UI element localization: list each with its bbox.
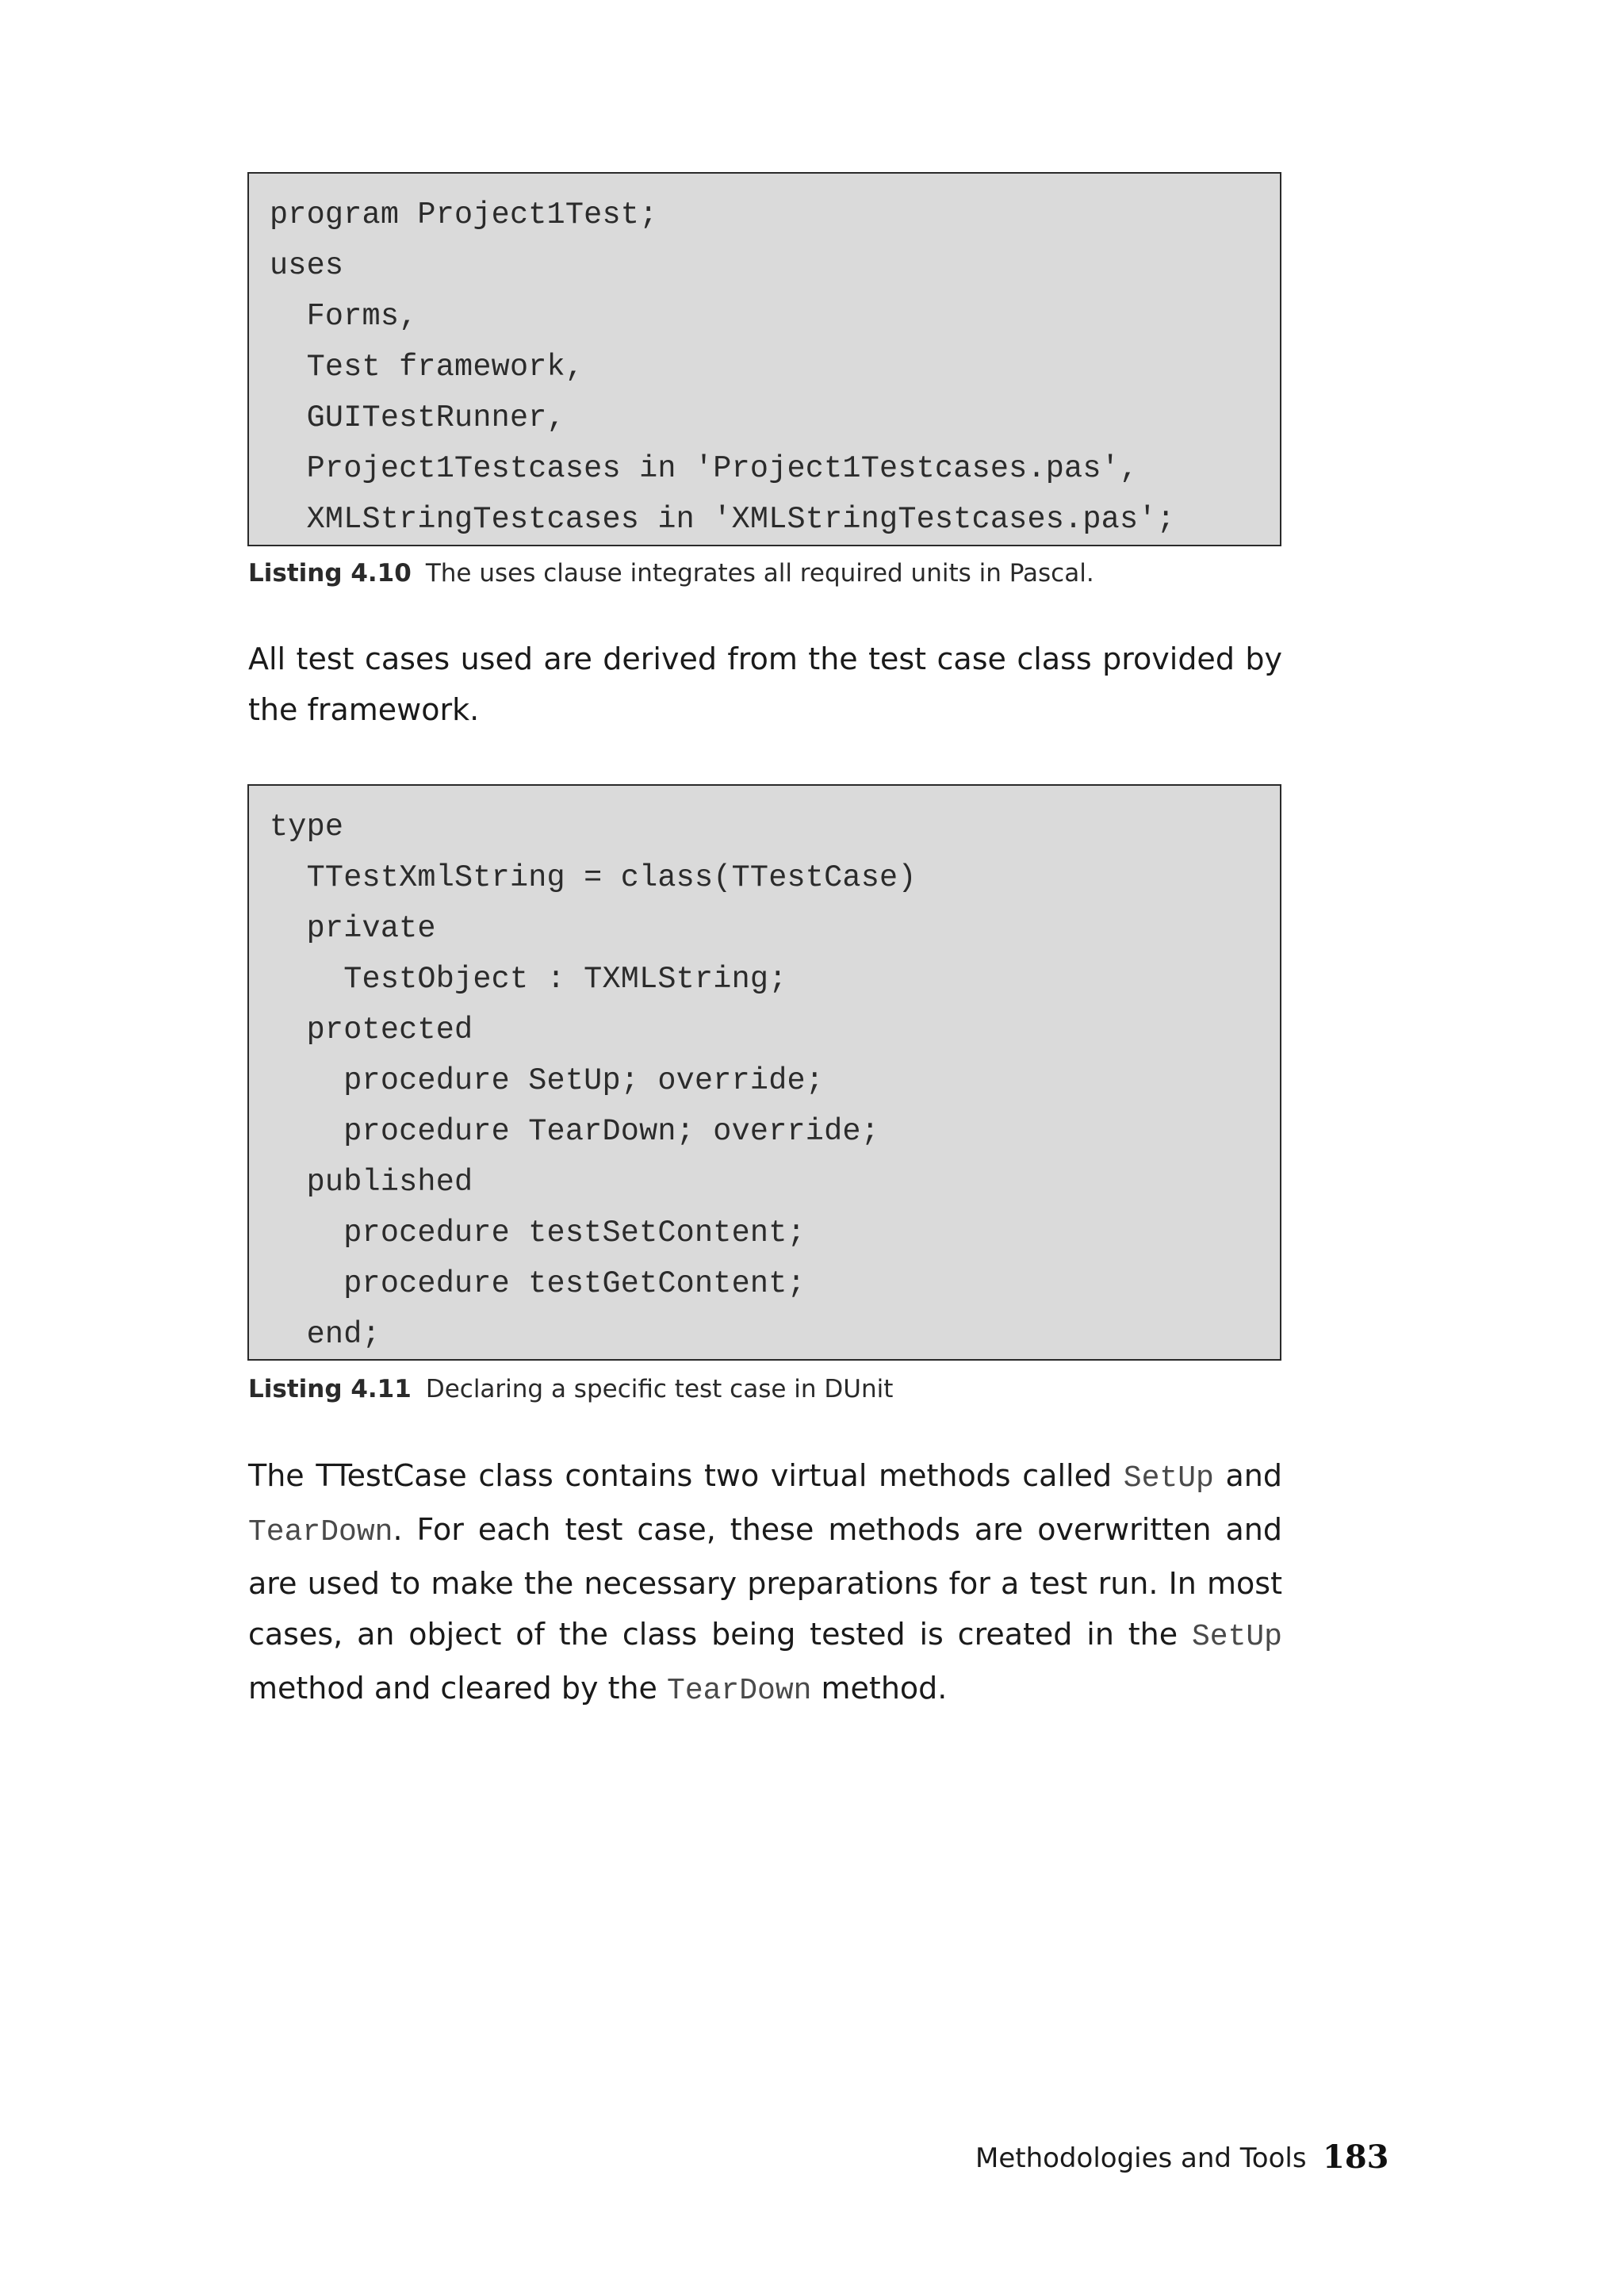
footer-section-title: Methodologies and Tools — [975, 2142, 1307, 2174]
code-line: type — [270, 810, 344, 844]
body-paragraph-1: All test cases used are derived from the test case class provided by the framework. — [248, 641, 1282, 727]
paragraph-text: . For each test case, these methods are overwritten and are used to make the necessary preparations for a test run. In most cases, an object of the class being tested is created in the — [248, 1512, 1282, 1652]
code-line: GUITestRunner, — [270, 400, 565, 435]
listing-caption-2 — [248, 1375, 893, 1403]
body-paragraph-2 — [248, 1450, 1282, 1717]
code-line: protected — [270, 1013, 473, 1047]
code-line: procedure testSetContent; — [270, 1216, 806, 1250]
code-line: Forms, — [270, 299, 418, 334]
code-line: procedure testGetContent; — [270, 1266, 806, 1301]
listing-caption-1 — [248, 559, 1094, 588]
code-line: TestObject : TXMLString; — [270, 962, 787, 997]
code-line: Test framework, — [270, 350, 584, 385]
page-number: 183 — [1323, 2138, 1389, 2176]
code-line: TTestXmlString = class(TTestCase) — [270, 860, 917, 895]
code-line: end; — [270, 1317, 381, 1352]
code-line: Project1Testcases in 'Project1Testcases.pas', — [270, 451, 1139, 486]
code-line: XMLStringTestcases in 'XMLStringTestcases.pas'; — [270, 502, 1175, 537]
code-line: uses — [270, 248, 344, 283]
caption-label: Listing 4.10 — [248, 559, 412, 588]
caption-text: Declaring a specific test case in DUnit — [425, 1375, 894, 1403]
inline-code-teardown: TearDown — [667, 1674, 812, 1708]
caption-text: The uses clause integrates all required units in Pascal. — [425, 559, 1094, 588]
paragraph-text: and — [1213, 1458, 1282, 1493]
paragraph-text: method. — [811, 1671, 948, 1706]
caption-label: Listing 4.11 — [248, 1375, 412, 1403]
code-listing-2 — [247, 784, 1281, 1361]
code-line: published — [270, 1165, 473, 1200]
code-line: procedure SetUp; override; — [270, 1063, 825, 1098]
inline-code-setup: SetUp — [1191, 1620, 1282, 1654]
paragraph-text: The TTestCase class contains two virtual methods called — [248, 1458, 1124, 1493]
inline-code-setup: SetUp — [1123, 1461, 1214, 1495]
code-listing-1 — [247, 172, 1281, 546]
code-line: procedure TearDown; override; — [270, 1114, 880, 1149]
code-line: private — [270, 911, 436, 946]
code-line: program Project1Test; — [270, 197, 658, 232]
inline-code-teardown: TearDown — [248, 1515, 393, 1549]
paragraph-text: method and cleared by the — [248, 1671, 668, 1706]
